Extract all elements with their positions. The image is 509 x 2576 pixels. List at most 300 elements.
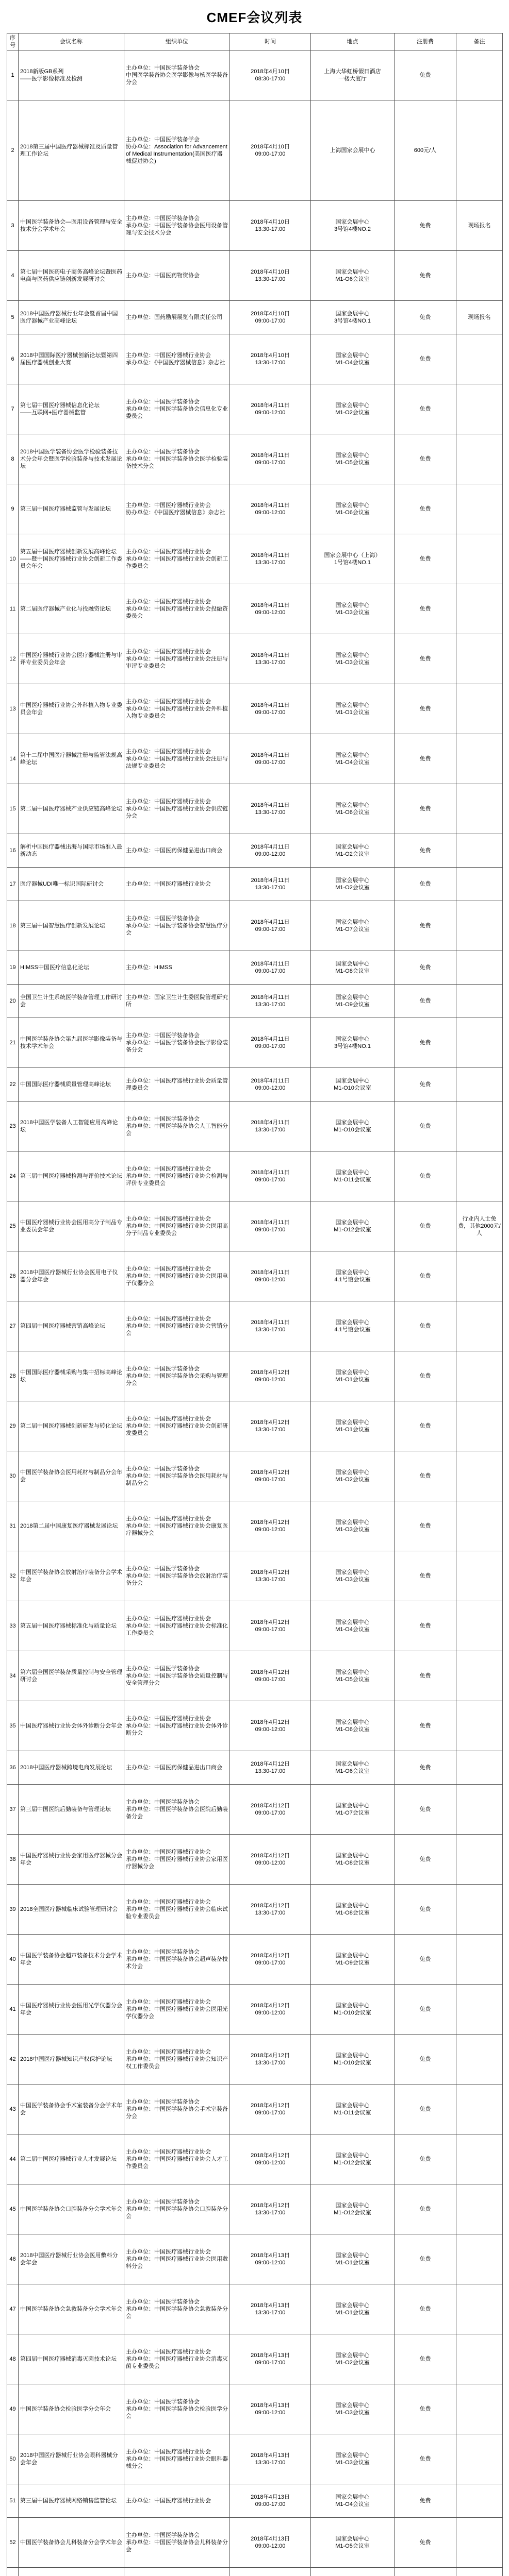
table-row	[7, 1101, 503, 1151]
registration-fee: 600元/人	[395, 100, 456, 201]
meeting-name: 第三届中国医疗器械网络销售监管论坛	[19, 2484, 124, 2518]
organizer: 主办单位：中国医学装备协会 承办单位：中国医学装备协会人工智能分会	[124, 1101, 230, 1151]
meeting-venue: 国家会展中心 M1-O8会议室	[311, 951, 395, 985]
col-header-time: 时间	[230, 33, 311, 50]
row-number: 26	[7, 1251, 19, 1301]
table-row	[7, 484, 503, 534]
remark	[456, 334, 503, 384]
meeting-name: 中国医学装备协会检验医学分会年会	[19, 2384, 124, 2434]
meeting-venue: 国家会展中心 3号馆4楼NO.1	[311, 1018, 395, 1068]
row-number: 28	[7, 1351, 19, 1401]
meeting-name: 2018中国医疗器械行业协会医用敷料分会年会	[19, 2234, 124, 2284]
meeting-venue: 上海大华虹桥假日酒店 一楼大宴厅	[311, 50, 395, 100]
registration-fee: 免费	[395, 1701, 456, 1751]
row-number: 36	[7, 1751, 19, 1785]
meeting-venue: 国家会展中心 4.1号馆会议室	[311, 1301, 395, 1351]
row-number: 3	[7, 201, 19, 251]
registration-fee: 免费	[395, 1451, 456, 1501]
remark	[456, 2384, 503, 2434]
registration-fee: 免费	[395, 1935, 456, 1985]
table-row	[7, 434, 503, 484]
organizer: 主办单位：中国医疗器械行业协会 承办单位：中国医疗器械行业协会康复医疗器械分会	[124, 1501, 230, 1551]
organizer: 主办单位：中国医疗器械行业协会 承办单位：中国医疗器械行业协会知识产权工作委员会	[124, 2035, 230, 2084]
table-row	[7, 868, 503, 901]
registration-fee: 免费	[395, 1301, 456, 1351]
row-number: 40	[7, 1935, 19, 1985]
meeting-venue: 国家会展中心 M1-O9会议室	[311, 1935, 395, 1985]
meeting-venue: 国家会展中心 M1-O1会议室	[311, 1351, 395, 1401]
registration-fee: 免费	[395, 534, 456, 584]
remark	[456, 2184, 503, 2234]
meeting-time: 2018年4月11日 09:00-17:00	[230, 434, 311, 484]
remark	[456, 384, 503, 434]
meeting-time: 2018年4月10日 09:00-17:00	[230, 301, 311, 334]
meeting-time: 2018年4月11日 09:00-17:00	[230, 1018, 311, 1068]
registration-fee: 免费	[395, 584, 456, 634]
organizer: 主办单位：中国医疗器械行业协会 承办单位：中国医疗器械行业协会消毒灭菌专业委员会	[124, 2334, 230, 2384]
remark	[456, 434, 503, 484]
meeting-venue: 上海国家会展中心	[311, 100, 395, 201]
organizer: 主办单位：中国医学装备协会 承办单位：中国医学装备协会医学检验装备技术分会	[124, 434, 230, 484]
meeting-time: 2018年4月11日 09:00-17:00	[230, 1151, 311, 1201]
meeting-time: 2018年4月11日 13:30-17:00	[230, 868, 311, 901]
meeting-venue: 国家会展中心 M1-O11会议室	[311, 1151, 395, 1201]
meeting-time: 2018年4月11日 13:30-17:00	[230, 634, 311, 684]
row-number: 7	[7, 384, 19, 434]
meeting-time: 2018年4月11日 09:00-12:00	[230, 1251, 311, 1301]
organizer: 主办单位：中国医疗器械行业协会 承办单位：中国医疗器械行业协会人才工作委员会	[124, 2134, 230, 2184]
row-number: 37	[7, 1785, 19, 1835]
organizer: 主办单位：中国医学装备协会 承办单位：中国医学装备协会信息化专业委员会	[124, 384, 230, 434]
organizer: 主办单位：中国医学装备协会 承办单位：中国医学装备协会手术室装备分会	[124, 2084, 230, 2134]
meeting-name: 中国医学装备协会急救装备分会学术年会	[19, 2284, 124, 2334]
table-row	[7, 334, 503, 384]
registration-fee: 免费	[395, 1151, 456, 1201]
organizer: 主办单位：中国医学装备协会 承办单位：中国医学装备协会医学影像装备分会	[124, 1018, 230, 1068]
registration-fee: 免费	[395, 434, 456, 484]
remark	[456, 2234, 503, 2284]
remark	[456, 1985, 503, 2035]
organizer: 主办单位：中国医疗器械行业协会 承办单位：中国医疗器械行业协会投融资委员会	[124, 584, 230, 634]
meeting-time: 2018年4月12日 13:30-17:00	[230, 1751, 311, 1785]
row-number: 42	[7, 2035, 19, 2084]
remark	[456, 1451, 503, 1501]
registration-fee: 免费	[395, 1751, 456, 1785]
meeting-venue: 国家会展中心 M1-O9会议室	[311, 985, 395, 1018]
table-row	[7, 1551, 503, 1601]
row-number: 15	[7, 784, 19, 834]
remark	[456, 100, 503, 201]
table-row	[7, 2035, 503, 2084]
table-row	[7, 1835, 503, 1885]
meeting-venue: 国家会展中心 3号馆4楼NO.1	[311, 301, 395, 334]
registration-fee: 免费	[395, 684, 456, 734]
meeting-name: 中国医学装备协会手术室装备分会学术年会	[19, 2084, 124, 2134]
row-number: 35	[7, 1701, 19, 1751]
meeting-name: 中国医疗器械行业协会医用高分子制品专业委员会年会	[19, 1201, 124, 1251]
remark	[456, 251, 503, 301]
row-number: 29	[7, 1401, 19, 1451]
remark	[456, 2334, 503, 2384]
meeting-name: 第十二届中国医疗器械注册与监管法规高峰论坛	[19, 734, 124, 784]
organizer: 主办单位：中国医药保健品进出口商会	[124, 834, 230, 868]
organizer	[124, 2568, 230, 2576]
meeting-name: 中国国际医疗器械质量管理高峰论坛	[19, 1068, 124, 1101]
meeting-venue: 国家会展中心 M1-O10会议室	[311, 1985, 395, 2035]
meeting-time: 2018年4月12日 09:00-17:00	[230, 2084, 311, 2134]
remark	[456, 1251, 503, 1301]
meeting-time: 2018年4月11日 13:30-17:00	[230, 1101, 311, 1151]
table-row	[7, 2334, 503, 2384]
remark	[456, 50, 503, 100]
registration-fee: 免费	[395, 2484, 456, 2518]
meeting-venue: 国家会展中心 M1-O10会议室	[311, 1101, 395, 1151]
table-row	[7, 1751, 503, 1785]
registration-fee: 免费	[395, 2084, 456, 2134]
meeting-name: 第四届中国医疗器械营销高峰论坛	[19, 1301, 124, 1351]
organizer: 主办单位：中国医疗器械行业协会 承办单位：中国医疗器械行业协会医用电子仪器分会	[124, 1251, 230, 1301]
registration-fee: 免费	[395, 1885, 456, 1935]
organizer: 主办单位：中国医疗器械行业协会 承办单位：中国医疗器械行业协会注册与审评专业委员会	[124, 634, 230, 684]
meeting-venue: 国家会展中心 M1-O6会议室	[311, 484, 395, 534]
organizer: 主办单位：中国医疗器械行业协会	[124, 2484, 230, 2518]
table-row	[7, 1935, 503, 1985]
table-row	[7, 100, 503, 201]
organizer: 主办单位：中国医疗器械行业协会 承办单位：中国医疗器械行业协会注册与法规专业委员会	[124, 734, 230, 784]
col-header-remark: 备注	[456, 33, 503, 50]
organizer: 主办单位：中国医疗器械行业协会 承办单位：中国医疗器械行业协会体外诊断分会	[124, 1701, 230, 1751]
meeting-name: 第六届全国医学装备质量控制与安全管理研讨会	[19, 1651, 124, 1701]
table-row	[7, 584, 503, 634]
table-row	[7, 1151, 503, 1201]
row-number: 24	[7, 1151, 19, 1201]
meeting-time: 2018年4月12日 13:30-17:00	[230, 2184, 311, 2234]
organizer: 主办单位：中国医疗器械行业协会 承办单位：中国医疗器械行业协会外科植入物专业委员会	[124, 684, 230, 734]
meeting-venue: 国家会展中心 M1-O12会议室	[311, 2184, 395, 2234]
organizer: 主办单位：HIMSS	[124, 951, 230, 985]
registration-fee: 免费	[395, 1401, 456, 1451]
table-row	[7, 384, 503, 434]
organizer: 主办单位：中国医疗器械行业协会 承办单位：中国医疗器械行业协会供应链分会	[124, 784, 230, 834]
organizer: 主办单位：中国医药保健品进出口商会	[124, 1751, 230, 1785]
meeting-time: 2018年4月13日 09:00-17:00	[230, 2334, 311, 2384]
meeting-time: 2018年4月11日 13:30-17:00	[230, 1301, 311, 1351]
row-number: 20	[7, 985, 19, 1018]
remark	[456, 634, 503, 684]
meeting-time	[230, 2568, 311, 2576]
organizer: 主办单位：中国医学装备协会 承办单位：中国医学装备协会医用耗材与制品分会	[124, 1451, 230, 1501]
organizer: 主办单位：中国医学装备协会 承办单位：中国医学装备协会急救装备分会	[124, 2284, 230, 2334]
row-number: 34	[7, 1651, 19, 1701]
row-number: 10	[7, 534, 19, 584]
row-number: 51	[7, 2484, 19, 2518]
registration-fee: 免费	[395, 2334, 456, 2384]
remark	[456, 2568, 503, 2576]
meeting-venue: 国家会展中心 M1-O8会议室	[311, 1835, 395, 1885]
meeting-name: 中国医疗器械行业协会体外诊断分会年会	[19, 1701, 124, 1751]
remark	[456, 1018, 503, 1068]
registration-fee: 免费	[395, 1651, 456, 1701]
meeting-time: 2018年4月11日 09:00-17:00	[230, 901, 311, 951]
meeting-name: 第二届中国医疗器械创新研发与转化论坛	[19, 1401, 124, 1451]
meeting-venue: 国家会展中心 M1-O8会议室	[311, 1885, 395, 1935]
meeting-name: 2018中国国际医疗器械创新论坛暨第四届医疗器械创业大赛	[19, 334, 124, 384]
table-row	[7, 2284, 503, 2334]
remark	[456, 1651, 503, 1701]
table-row	[7, 301, 503, 334]
row-number: 23	[7, 1101, 19, 1151]
registration-fee: 免费	[395, 985, 456, 1018]
row-number: 2	[7, 100, 19, 201]
table-row	[7, 1985, 503, 2035]
remark	[456, 2035, 503, 2084]
row-number: 27	[7, 1301, 19, 1351]
meeting-name: 第七届中国医疗器械信息化论坛 ——互联网+医疗器械监管	[19, 384, 124, 434]
registration-fee: 免费	[395, 834, 456, 868]
meeting-time: 2018年4月13日 09:00-17:00	[230, 2484, 311, 2518]
row-number: 52	[7, 2518, 19, 2568]
table-row	[7, 1301, 503, 1351]
meeting-time: 2018年4月13日 09:00-12:00	[230, 2234, 311, 2284]
meeting-time: 2018年4月12日 09:00-12:00	[230, 1985, 311, 2035]
registration-fee: 免费	[395, 1985, 456, 2035]
meeting-time: 2018年4月12日 13:30-17:00	[230, 2035, 311, 2084]
meeting-name: 第二届中国医疗器械产业供应链高峰论坛	[19, 784, 124, 834]
meeting-venue: 国家会展中心 M1-O2会议室	[311, 834, 395, 868]
table-row	[7, 834, 503, 868]
row-number: 46	[7, 2234, 19, 2284]
row-number: 13	[7, 684, 19, 734]
remark	[456, 1101, 503, 1151]
meeting-time: 2018年4月10日 08:30-17:00	[230, 50, 311, 100]
remark	[456, 484, 503, 534]
organizer: 主办单位：中国医学装备协会 承办单位：中国医学装备协会质量控制与安全管理分会	[124, 1651, 230, 1701]
meeting-time: 2018年4月10日 09:00-17:00	[230, 100, 311, 201]
row-number: 38	[7, 1835, 19, 1885]
meeting-name: 第五届中国医疗器械创新发展高峰论坛——暨中国医疗器械行业协会创新工作委员会年会	[19, 534, 124, 584]
meeting-name: 中国医学装备协会超声装备技术分会学术年会	[19, 1935, 124, 1985]
table-row	[7, 2484, 503, 2518]
registration-fee: 免费	[395, 201, 456, 251]
row-number: 32	[7, 1551, 19, 1601]
meeting-venue: 国家会展中心 M1-O10会议室	[311, 2035, 395, 2084]
meeting-time: 2018年4月12日 09:00-12:00	[230, 2134, 311, 2184]
registration-fee: 免费	[395, 251, 456, 301]
row-number: 45	[7, 2184, 19, 2234]
meeting-venue: 国家会展中心 M1-O1会议室	[311, 684, 395, 734]
meeting-time: 2018年4月12日 09:00-12:00	[230, 1501, 311, 1551]
meeting-name: 中国医学装备协会放射治疗装备分会学术年会	[19, 1551, 124, 1601]
meeting-time: 2018年4月10日 13:30-17:00	[230, 251, 311, 301]
organizer: 主办单位：中国医疗器械行业协会 承办单位：《中国医疗器械信息》杂志社	[124, 334, 230, 384]
row-number: 8	[7, 434, 19, 484]
meeting-time: 2018年4月12日 09:00-17:00	[230, 1785, 311, 1835]
remark	[456, 1301, 503, 1351]
meeting-venue: 国家会展中心 M1-O6会议室	[311, 1751, 395, 1785]
meeting-time: 2018年4月13日 09:00-12:00	[230, 2384, 311, 2434]
meeting-venue: 国家会展中心 M1-O1会议室	[311, 2234, 395, 2284]
registration-fee: 免费	[395, 2434, 456, 2484]
organizer: 主办单位：中国医疗器械行业协会	[124, 868, 230, 901]
meeting-name: 2018中国医学装备协会医学检验装备技术分会年会暨医学检验装备与技术发展论坛	[19, 434, 124, 484]
meeting-table	[7, 33, 503, 2576]
col-header-venue: 地点	[311, 33, 395, 50]
table-row	[7, 1785, 503, 1835]
table-row	[7, 1401, 503, 1451]
organizer: 主办单位：国药励展展览有限责任公司	[124, 301, 230, 334]
remark	[456, 901, 503, 951]
table-row	[7, 251, 503, 301]
registration-fee: 免费	[395, 1835, 456, 1885]
organizer: 主办单位：中国医疗器械行业协会 承办单位：中国医疗器械行业协会创新工作委员会	[124, 534, 230, 584]
meeting-name: 2018第二届中国康复医疗器械发展论坛	[19, 1501, 124, 1551]
organizer: 主办单位：中国医疗器械行业协会 承办单位：中国医疗器械行业协会医用敷料分会	[124, 2234, 230, 2284]
meeting-venue: 国家会展中心 M1-O3会议室	[311, 1551, 395, 1601]
table-row	[7, 1018, 503, 1068]
row-number: 12	[7, 634, 19, 684]
meeting-venue: 国家会展中心 M1-O4会议室	[311, 1601, 395, 1651]
organizer: 主办单位：中国医学装备协会 承办单位：中国医学装备协会智慧医疗分会	[124, 901, 230, 951]
remark	[456, 734, 503, 784]
meeting-time: 2018年4月12日 13:30-17:00	[230, 1885, 311, 1935]
meeting-time: 2018年4月13日 13:30-17:00	[230, 2284, 311, 2334]
organizer: 主办单位：中国医药物资协会	[124, 251, 230, 301]
table-row	[7, 1068, 503, 1101]
organizer: 主办单位：中国医疗器械行业协会 承办单位：中国医疗器械行业协会检测与评价专业委员会	[124, 1151, 230, 1201]
meeting-name: 第三届中国医疗器械检测与评价技术论坛	[19, 1151, 124, 1201]
meeting-name: 全国卫生计生系统医学装备管理工作研讨会	[19, 985, 124, 1018]
registration-fee: 免费	[395, 2035, 456, 2084]
meeting-time: 2018年4月12日 09:00-17:00	[230, 1651, 311, 1701]
col-header-name: 会议名称	[19, 33, 124, 50]
meeting-name: 第二届医疗器械产业化与投融资论坛	[19, 584, 124, 634]
meeting-name: 中国国际医疗器械采购与集中招标高峰论坛	[19, 1351, 124, 1401]
organizer: 主办单位：国家卫生计生委医院管理研究所	[124, 985, 230, 1018]
registration-fee: 免费	[395, 2234, 456, 2284]
meeting-name: 中国医疗器械行业协会外科植入物专业委员会年会	[19, 684, 124, 734]
table-row	[7, 1351, 503, 1401]
table-row	[7, 2234, 503, 2284]
meeting-venue: 国家会展中心 M1-O7会议室	[311, 1785, 395, 1835]
meeting-venue: 国家会展中心 3号馆4楼NO.2	[311, 201, 395, 251]
table-row	[7, 684, 503, 734]
remark	[456, 1151, 503, 1201]
row-number: 43	[7, 2084, 19, 2134]
registration-fee: 免费	[395, 384, 456, 434]
registration-fee: 免费	[395, 1785, 456, 1835]
remark	[456, 1885, 503, 1935]
organizer: 主办单位：中国医疗器械行业协会 承办单位：中国医疗器械行业协会临床试验专业委员会	[124, 1885, 230, 1935]
meeting-venue: 国家会展中心 M1-O1会议室	[311, 2284, 395, 2334]
row-number: 39	[7, 1885, 19, 1935]
meeting-name: 第四届中国医疗器械消毒灭菌技术论坛	[19, 2334, 124, 2384]
table-row	[7, 1201, 503, 1251]
meeting-time: 2018年4月12日 13:30-17:00	[230, 1551, 311, 1601]
meeting-venue: 国家会展中心 M1-O3会议室	[311, 1501, 395, 1551]
registration-fee: 免费	[395, 484, 456, 534]
meeting-name: HIMSS中国医疗信息化论坛	[19, 951, 124, 985]
meeting-venue: 国家会展中心 M1-O5会议室	[311, 434, 395, 484]
registration-fee: 免费	[395, 1501, 456, 1551]
meeting-time: 2018年4月12日 13:30-17:00	[230, 1401, 311, 1451]
organizer: 主办单位：中国医学装备学会 协办单位：Association for Advancement of Medical Instrumentation(美国医疗器械促进协会)	[124, 100, 230, 201]
meeting-venue: 国家会展中心 M1-O2会议室	[311, 2334, 395, 2384]
meeting-venue: 国家会展中心 M1-O10会议室	[311, 1068, 395, 1101]
meeting-time: 2018年4月11日 09:00-17:00	[230, 684, 311, 734]
meeting-name: 中国医学装备协会医用耗材与制品分会年会	[19, 1451, 124, 1501]
remark: 行业内人士免费，其他2000元/人	[456, 1201, 503, 1251]
row-number: 44	[7, 2134, 19, 2184]
registration-fee: 免费	[395, 2518, 456, 2568]
meeting-venue: 国家会展中心 M1-O2会议室	[311, 384, 395, 434]
row-number: 22	[7, 1068, 19, 1101]
meeting-venue: 国家会展中心 M1-O12会议室	[311, 1201, 395, 1251]
meeting-name: 医疗器械UDI唯一标识国际研讨会	[19, 868, 124, 901]
meeting-name: 中国医学装备协会—医用设备管理与安全技术分会学术年会	[19, 201, 124, 251]
registration-fee: 免费	[395, 2184, 456, 2234]
registration-fee: 免费	[395, 1351, 456, 1401]
row-number: 4	[7, 251, 19, 301]
table-row	[7, 2518, 503, 2568]
organizer: 主办单位：中国医疗器械行业协会 承办单位：中国医疗器械行业协会医用光学仪器分会	[124, 1985, 230, 2035]
meeting-time: 2018年4月11日 09:00-12:00	[230, 834, 311, 868]
meeting-time: 2018年4月11日 09:00-12:00	[230, 584, 311, 634]
meeting-time: 2018年4月11日 13:30-17:00	[230, 985, 311, 1018]
registration-fee: 免费	[395, 1201, 456, 1251]
remark	[456, 2518, 503, 2568]
registration-fee: 免费	[395, 2284, 456, 2334]
meeting-time: 2018年4月13日 13:30-17:00	[230, 2434, 311, 2484]
meeting-name: 中国医疗器械行业协会家用医疗器械分会年会	[19, 1835, 124, 1885]
organizer: 主办单位：中国医学装备协会 承办单位：中国医学装备协会医用设备管理与安全技术分会	[124, 201, 230, 251]
meeting-venue: 国家会展中心 M1-O5会议室	[311, 2518, 395, 2568]
remark	[456, 534, 503, 584]
meeting-name: 第三届中国医院后勤装备与管理论坛	[19, 1785, 124, 1835]
meeting-name: 第五届中国医疗器械标准化与质量论坛	[19, 1601, 124, 1651]
meeting-time: 2018年4月10日 13:30-17:00	[230, 201, 311, 251]
row-number: 33	[7, 1601, 19, 1651]
meeting-time: 2018年4月13日 09:00-12:00	[230, 2518, 311, 2568]
remark: 现场报名	[456, 301, 503, 334]
registration-fee: 免费	[395, 784, 456, 834]
registration-fee: 免费	[395, 2134, 456, 2184]
meeting-time: 2018年4月10日 13:30-17:00	[230, 334, 311, 384]
row-number: 31	[7, 1501, 19, 1551]
organizer: 主办单位：中国医疗器械行业协会质量管理委员会	[124, 1068, 230, 1101]
meeting-time: 2018年4月12日 09:00-17:00	[230, 1935, 311, 1985]
organizer: 主办单位：中国医疗器械行业协会 承办单位：中国医疗器械行业协会医用高分子制品专业委员会	[124, 1201, 230, 1251]
row-number: 14	[7, 734, 19, 784]
organizer: 主办单位：中国医学装备协会 承办单位：中国医学装备协会儿科装备分会	[124, 2518, 230, 2568]
remark	[456, 1068, 503, 1101]
row-number: 41	[7, 1985, 19, 2035]
table-row	[7, 951, 503, 985]
meeting-time: 2018年4月11日 13:30-17:00	[230, 534, 311, 584]
table-row	[7, 985, 503, 1018]
meeting-name: 2018中国医学装备人工智能应用高峰论坛	[19, 1101, 124, 1151]
col-header-organizer: 组织单位	[124, 33, 230, 50]
table-row	[7, 734, 503, 784]
meeting-venue: 国家会展中心 M1-O6会议室	[311, 784, 395, 834]
organizer: 主办单位：中国医疗器械行业协会 承办单位：中国医疗器械行业协会眼科器械分会	[124, 2434, 230, 2484]
meeting-time: 2018年4月12日 09:00-12:00	[230, 1701, 311, 1751]
registration-fee: 免费	[395, 1068, 456, 1101]
table-row	[7, 2134, 503, 2184]
remark	[456, 834, 503, 868]
table-row	[7, 1601, 503, 1651]
table-header-row	[7, 33, 503, 50]
organizer: 主办单位：中国医学装备协会 承办单位：中国医学装备协会采购与管理分会	[124, 1351, 230, 1401]
